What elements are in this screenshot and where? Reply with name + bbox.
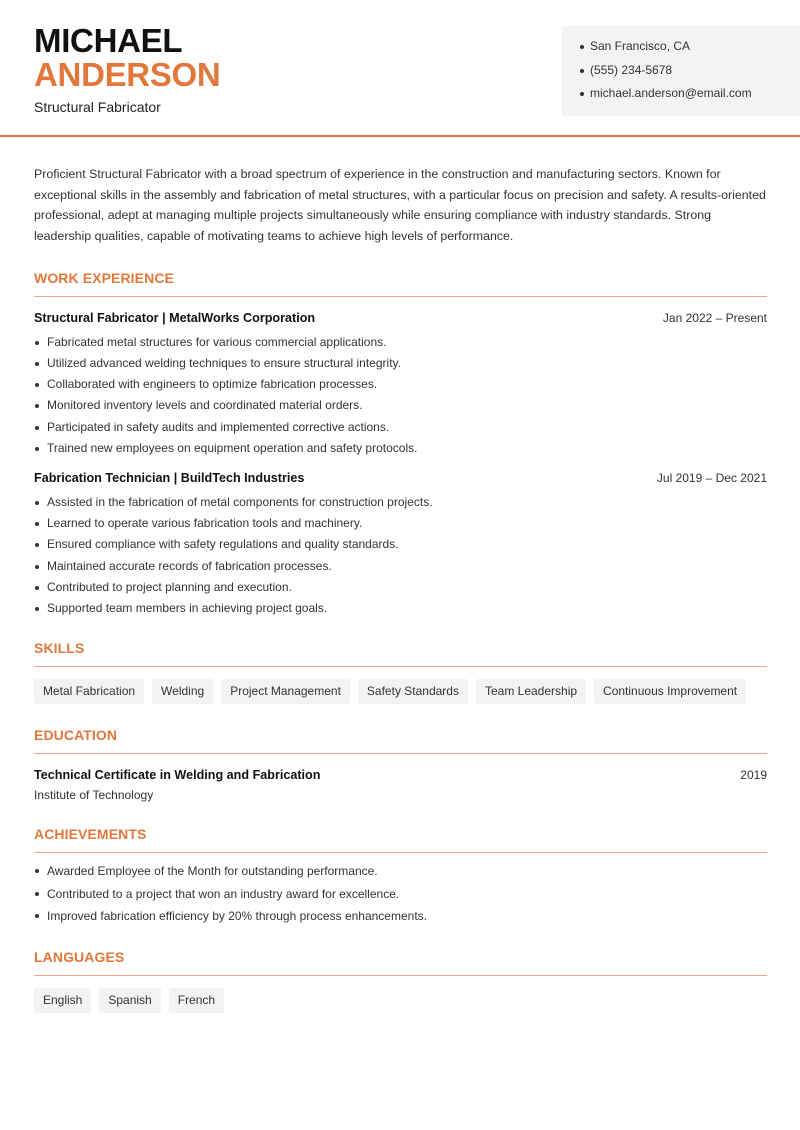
education-entry <box>34 768 767 802</box>
achievement-text: Awarded Employee of the Month for outstanding performance. <box>47 864 378 879</box>
list-item <box>34 513 767 534</box>
bullet-icon <box>35 586 39 590</box>
list-item <box>34 417 767 438</box>
language-tag: French <box>169 988 224 1013</box>
language-tag: English <box>34 988 91 1013</box>
section-title-languages: LANGUAGES <box>34 949 767 976</box>
bullet-text: Assisted in the fabrication of metal components for construction projects. <box>47 495 433 510</box>
phone-text: (555) 234-5678 <box>590 62 673 77</box>
bullet-icon <box>35 404 39 408</box>
bullet-text: Monitored inventory levels and coordinated material orders. <box>47 398 363 413</box>
languages-tags <box>34 988 767 1013</box>
section-title-work-experience: WORK EXPERIENCE <box>34 270 767 297</box>
section-title-skills: SKILLS <box>34 640 767 667</box>
achievement-text: Improved fabrication efficiency by 20% through process enhancements. <box>47 909 427 924</box>
bullet-text: Supported team members in achieving project goals. <box>47 601 328 616</box>
list-item <box>34 577 767 598</box>
last-name: ANDERSON <box>34 56 221 93</box>
contact-email <box>580 86 800 110</box>
list-item <box>34 905 767 928</box>
bullet-text: Trained new employees on equipment operation and safety protocols. <box>47 440 418 455</box>
bullet-text: Learned to operate various fabrication tools and machinery. <box>47 516 363 531</box>
job-bullets <box>34 332 767 459</box>
resume-header <box>0 0 800 137</box>
bullet-icon <box>580 92 584 96</box>
section-title-education: EDUCATION <box>34 727 767 754</box>
list-item <box>34 860 767 883</box>
job-entry <box>34 471 767 619</box>
list-item <box>34 883 767 906</box>
bullet-text: Utilized advanced welding techniques to ensure structural integrity. <box>47 356 401 371</box>
bullet-icon <box>35 522 39 526</box>
bullet-icon <box>35 383 39 387</box>
skill-tag: Project Management <box>221 679 350 704</box>
name-block <box>34 24 220 115</box>
bullet-icon <box>35 914 39 918</box>
bullet-icon <box>35 447 39 451</box>
job-role: Fabrication Technician | BuildTech Industries <box>34 471 305 486</box>
first-name: MICHAEL <box>34 22 183 59</box>
skill-tag: Metal Fabrication <box>34 679 144 704</box>
education-degree: Technical Certificate in Welding and Fabrication <box>34 768 321 783</box>
list-item <box>34 534 767 555</box>
contact-location <box>580 39 800 63</box>
list-item <box>34 395 767 416</box>
resume-body <box>0 164 800 1013</box>
bullet-text: Contributed to project planning and execution. <box>47 579 292 594</box>
summary: Proficient Structural Fabricator with a broad spectrum of experience in the construction and manufacturing sectors. Known for exceptional skills in the assembly and fabrication of metal structures, with a particular focus on precision and safety. A results-oriented professional, adept at managing multiple projects simultaneously while ensuring compliance with industry standards. Strong leadership qualities, capable of motivating teams to achieve high levels of performance. <box>34 167 766 244</box>
education-school: Institute of Technology <box>34 788 154 803</box>
bullet-icon <box>35 341 39 345</box>
location-text: San Francisco, CA <box>590 39 691 53</box>
education-year: 2019 <box>740 768 767 783</box>
job-entry <box>34 311 767 459</box>
bullet-icon <box>580 45 584 49</box>
bullet-icon <box>35 501 39 505</box>
bullet-icon <box>35 869 39 873</box>
skills-tags <box>34 679 767 704</box>
bullet-text: Ensured compliance with safety regulations and quality standards. <box>47 537 399 552</box>
list-item <box>34 598 767 619</box>
bullet-text: Collaborated with engineers to optimize fabrication processes. <box>47 377 378 392</box>
bullet-icon <box>35 565 39 569</box>
list-item <box>34 492 767 513</box>
job-role: Structural Fabricator | MetalWorks Corporation <box>34 310 316 325</box>
contact-box <box>562 26 800 116</box>
achievements-list <box>34 860 767 928</box>
skill-tag: Team Leadership <box>476 679 586 704</box>
job-bullets <box>34 492 767 619</box>
bullet-icon <box>35 362 39 366</box>
skill-tag: Continuous Improvement <box>594 679 746 704</box>
job-dates: Jul 2019 – Dec 2021 <box>656 471 767 486</box>
language-tag: Spanish <box>99 988 160 1013</box>
bullet-icon <box>35 607 39 611</box>
bullet-text: Participated in safety audits and implemented corrective actions. <box>47 419 390 434</box>
contact-phone <box>580 63 800 87</box>
job-title: Structural Fabricator <box>34 99 161 115</box>
job-dates: Jan 2022 – Present <box>662 310 767 325</box>
list-item <box>34 374 767 395</box>
list-item <box>34 353 767 374</box>
bullet-text: Maintained accurate records of fabrication processes. <box>47 558 332 573</box>
list-item <box>34 556 767 577</box>
achievement-text: Contributed to a project that won an industry award for excellence. <box>47 886 400 901</box>
list-item <box>34 438 767 459</box>
email-text: michael.anderson@email.com <box>590 86 752 100</box>
bullet-icon <box>35 892 39 896</box>
section-title-achievements: ACHIEVEMENTS <box>34 826 767 853</box>
bullet-text: Fabricated metal structures for various commercial applications. <box>47 334 387 349</box>
list-item <box>34 332 767 353</box>
skill-tag: Welding <box>152 679 213 704</box>
bullet-icon <box>35 543 39 547</box>
bullet-icon <box>580 69 584 73</box>
skill-tag: Safety Standards <box>358 679 468 704</box>
bullet-icon <box>35 426 39 430</box>
